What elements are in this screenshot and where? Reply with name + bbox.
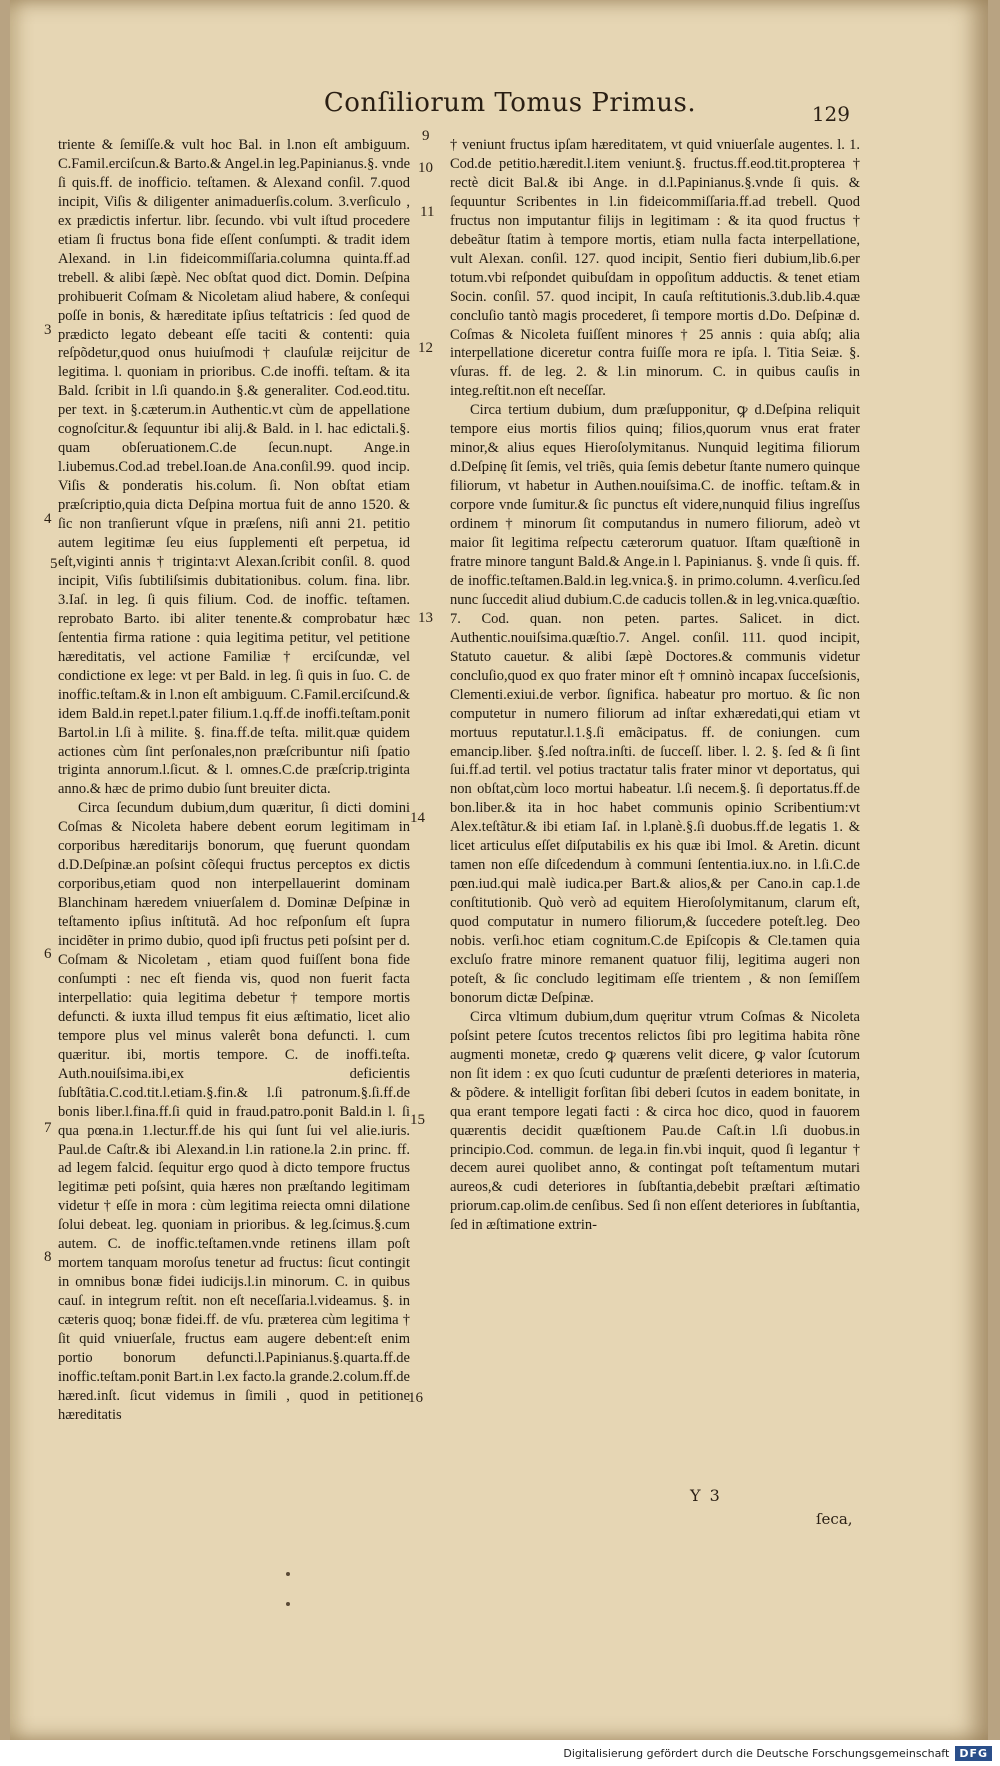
margin-number: 6: [44, 946, 52, 962]
margin-number: 15: [410, 1112, 425, 1128]
paper-speck: [286, 1602, 290, 1606]
paragraph: triente & ſemiſſe.& vult hoc Bal. in l.non eſt ambiguum. C.Famil.erciſcun.& Barto.& Angel.in leg.Papinianus.§. vnde ſi quis.ff. de inofficio. teſtamen. & Alexand conſil. 7.quod incipit, Viſis & diligenter animaduerſis.colum. 3.verſiculo , ex prædictis infertur. libr. ſecundo. vbi vult iſtud procedere etiam ſi fructus bona fide eſſent conſumpti. & tradit idem Alexand. in l.in fideicommiſſaria.columna quinta.ff.ad trebell. & alibi ſæpè. Nec obſtat quod dict. Domin. Deſpina prohibuerit Coſmam & Nicoletam aliud habere, & conſequi poſſe in bonis, & hæreditate ipſius teſtatricis : ſed quod de prædicto legato debeant eſſe taciti & contenti: quia reſpõdetur,quod onus huiuſmodi † clauſulæ reijcitur de legitima. l. quoniam in prioribus. C.de inoffi. teſtam. & ita Bald. ſcribit in l.ſi quando.in §.& generaliter. Cod.eod.titu. per text. in §.cæterum.in Authentic.vt cùm de appellatione cognoſcitur.& ſequuntur ibi alij.& Bald. in l. hac edictali.§. quam obſeruationem.C.de ſecun.nupt. Ange.in l.iubemus.Cod.ad trebel.Ioan.de Ana.conſil.99. quod incip. Viſis & ponderatis his.colum. ſi. Non obſtat etiam præſcriptio,quia dicta Deſpina mortua fuit de anno 1520. & ſic non tranſierunt vſque in præſens, niſi anni 21. petitio autem legitimæ ſeu eius ſupplementi eſt perpetua, id eſt,viginti annis † triginta:vt Alexan.ſcribit conſil. 8. quod incipit, Viſis ſubtiliſsimis dubitationibus. colum. fina. libr. 3.Iaſ. in leg. ſi quis filium. Cod. de inoffic. teſtamen. reprobato Barto. ibi aliter tenente.& comprobatur hæc ſententia firma ratione : quia legitima petitur, vel petitione hæreditatis, vel actione Familiæ † erciſcundæ, vel condictione ex lege: vt per Bald. in leg. ſi quis in ſuo. C. de inoffic.teſtam.& in l.non eſt ambiguum. C.Famil.erciſcund.& idem Bald.in repet.l.pater filium.1.q.ff.de inoffi.teſtam.ponit Bartol.in l.ſi à milite. §. fina.ff.de teſta. milit.quæ quidem actiones cùm ſint perſonales,non præſcribuntur niſi ſpatio triginta annorum.l.ſicut. & l. omnes.C.de præſcrip.triginta anno.& hæc de primo dubio ſunt breuiter dicta.: [58, 137, 410, 798]
signature-mark: Y 3: [690, 1486, 722, 1505]
margin-number: 4: [44, 511, 52, 527]
dfg-logo-icon: DFG: [955, 1746, 992, 1761]
margin-number: 13: [418, 610, 433, 626]
margin-number: 10: [418, 160, 433, 176]
page-number: 129: [811, 102, 850, 126]
paragraph: Circa vltimum dubium,dum quęritur vtrum Coſmas & Nicoleta poſsint petere ſcutos trecentos relictos ſibi pro legitima habita rõne augmenti monetæ, credo ꝙ quærens velit dicere, ꝙ valor ſcutorum non ſit idem : ex quo ſcuti cuduntur de præſenti deteriores in materia, & põdere. & intelligit forſitan ſibi deberi ſcutos in eadem bonitate, in qua erant tempore legati facti : & circa hoc dico, quod in fauorem quærentis decidit quæſtionem Pau.de Caſt.in l.ſi duobus.in principio.Cod. commun. de lega.in fin.vbi inquit, quod ſi legantur † decem aurei quolibet anno, & contingat poſt teſtamentum mutari aureos,& cudi deteriores in ſubſtantia,debebit præſtari æſtimatio priorum.cap.olim.de cenſibus. Sed ſi non eſſent deteriores in ſubſtantia, ſed in æſtimatione extrin-: [450, 1008, 860, 1234]
margin-number: 9: [422, 128, 430, 144]
paragraph: Circa tertium dubium, dum præſupponitur, ꝙ d.Deſpina reliquit tempore eius mortis filios quinq; filios,quorum vnus erat frater minor,& alius eques Hieroſolymitanus. Nunquid legitima filiorum d.Deſpinę ſit ſemis, vel triẽs, quia ſemis debetur ſtante numero quinque filiorum, vt habetur in Authen.nouiſsima.C. de inoffic. teſtam.& in corpore vnde ſumitur.& ſic punctus eſt videre,nunquid filius ingreſſus ordinem † minorum ſit computandus in numero filiorum, adeò vt maior ſit legitima reſpectu cæterorum quatuor. Iſtam quæſtionẽ in fratre minore tangunt Bald.& Ange.in l. Papinianus. §. vnde ſi quis. ff. de inoffic.teſtamen.Bald.in leg.vnica.§. in primo.column. 4.verſicu.ſed nunc ſuccedit aliud dubium.C.de caducis tollen.& in leg.vnica.quæſtio. 7. Cod. quan. non peten. partes. Salicet. in dict. Authentic.nouiſsima.quæſtio.7. Angel. conſil. 111. quod incipit, Statuto cauetur. & alibi ſæpè Doctores.& communis videtur concluſio,quod ex quo frater minor eſt † omninò incapax ſucceſsionis, Clementi.exiui.de verbor. ſignifica. habeatur pro mortuo. & ſic non computetur in numero filiorum ad inſtar exhæredati,qui etiam vt mortuus reputatur.l.1.§.ſi emãcipatus. ff. de coniungen. cum emancip.liber. §.ſed noſtra.inſti. de ſucceſſ. liber. l. 2. §. ſed & ſi ſint ſui.ff.ad tertil. vel potius tractatur talis frater minor vt deportatus, qui non obſtat,cùm loco mortui habeatur. l.ſi necem.§. ſi deportatus.ff.de bon.liber.& ita in hoc habet communis opinio Scribentium:vt Alex.teſtãtur.& ibi etiam Iaſ. in l.planè.§.ſi duobus.ff.de legatis 1. & licet articulus eſſet diſputabilis ex his quæ ibi Imol. & Aretin. dicunt tamen non eſſe diſcedendum à communi ſententia.iux.no. in l.ſi.C.de pœn.iud.qui malè iudica.per Bart.& alios,& per Cano.in cap.1.de conſtitutionib. Quò verò ad equitem Hieroſolymitanum, clarum eſt, quod computatur in numero filiorum,& ſuccedere poteſt.leg. Deo nobis. verſi.hoc etiam cognitum.C.de Epiſcopis & Cle.tamen quia excluſo fratre minore remanent quatuor filij, legitima augeri non poteſt, & ſic concludo legitimam eſſe trientem , & non ſemiſſem bonorum dictæ Deſpinæ.: [450, 402, 860, 1006]
margin-number: 3: [44, 322, 52, 338]
margin-number: 16: [408, 1390, 423, 1406]
digitization-credit-bar: [0, 1740, 1000, 1766]
credit-text: Digitalisierung gefördert durch die Deutsche Forschungsgemeinschaft: [563, 1746, 950, 1760]
paper-speck: [286, 1572, 290, 1576]
margin-number: 14: [410, 810, 425, 826]
book-page: [10, 0, 988, 1740]
catchword: ſeca,: [816, 1510, 853, 1528]
margin-number: 12: [418, 340, 433, 356]
margin-number: 11: [420, 204, 435, 220]
right-text-column: [450, 136, 860, 1235]
paragraph: † veniunt fructus ipſam hæreditatem, vt quid vniuerſale augentes. l. 1. Cod.de petitio.hæredit.l.item veniunt.§. fructus.ff.eod.tit.propterea † rectè dicit Bal.& ibi Ange. in d.l.Papinianus.§.vnde ſi quis. & ſequuntur Scribentes in l.in fideicommiſſaria.ff.ad trebell. Quod fructus non imputantur filijs in legitimam : & ita quod fructus † debeãtur ſtatim à tempore mortis, etiam nulla facta interpellatione, vult Alexan. conſil. 127. quod incipit, Sentio fieri dubium,lib.6.per totum.vbi reſpondet quibuſdam in oppoſitum adductis. & tenet etiam Socin. conſil. 57. quod incipit, In cauſa reſtitutionis.3.dub.lib.4.quæ concluſio tantò magis procederet, ſi tempore mortis d.Do. Deſpinæ d. Coſmas & Nicoleta fuiſſent minores † 25 annis : quia abſq; alia interpellatione diceretur contra fuiſſe mora re ipſa. l. Titia Seiæ. §. vſuras. ff. de leg. 2. & l.in minorum. C. in quibus cauſis in integ.reſtit.non eſt neceſſar.: [450, 137, 860, 400]
running-title: Conſiliorum Tomus Primus.: [323, 88, 697, 118]
margin-number: 8: [44, 1249, 52, 1265]
margin-number: 5: [50, 556, 58, 572]
left-text-column: [58, 136, 410, 1425]
margin-number: 7: [44, 1120, 52, 1136]
paragraph: Circa ſecundum dubium,dum quæritur, ſi dicti domini Coſmas & Nicoleta habere debent eorum legitimam in corporibus hæreditarijs bonorum, quę fuerunt quondam d.D.Deſpinæ.an poſsint cõſequi fructus perceptos ex dictis corporibus,etiam quod non interpellauerint dominam Blanchinam hæredem vniuerſalem d. Dominæ Deſpinæ in teſtamento ipſius inſtitutã. Ad hoc reſponſum eſt ſupra incidẽter in primo dubio, quod ipſi fructus peti poſsint per d. Coſmam & Nicoletam , etiam quod fuiſſent bona fide conſumpti : nec eſt fienda vis, quod non fuerit facta interpellatio: quia legitima debetur † tempore mortis defuncti. & iuxta illud tempus fit eius æſtimatio, licet alio tempore plus vel minus valerêt bona defuncti. l. cum quæritur. ibi, mortis tempore. C. de inoffi.teſta. Auth.nouiſsima.ibi,ex deficientis ſubſtãtia.C.cod.tit.l.etiam.§.fin.& l.ſi patronum.§.ſi.ff.de bonis liber.l.fina.ff.ſi quid in fraud.patro.ponit Bald.in l. ſi qua pœna.in 1.lectur.ff.de his qui ſunt ſui vel alie.iuris. Paul.de Caſtr.& ibi Alexand.in l.in ratione.la 2.in princ. ff. ad legem falcid. ſequitur ergo quod à dicto tempore fructus legitimæ peti poſsint, quia hæres non præſtando legitimam videtur † eſſe in mora : cùm legitima reiecta omni dilatione ſolui debeat. leg. quoniam in prioribus. & leg.ſcimus.§.cum autem. C. de inoffic.teſtamen.vnde retinens illam poſt mortem tanquam moroſus tenetur ad fructus: ſicut contingit in omnibus bonæ fidei iudicijs.l.in minorum. C. in quibus cauſ. in integrum reſtit. non eſt neceſſaria.l.videamus. §. in cæteris quoq; bonæ fidei.ff. de vſu. præterea cùm legitima † ſit quid vniuerſale, fructus eam augere debent:eſt enim portio bonorum defuncti.l.Papinianus.§.quarta.ff.de inoffic.teſtam.ponit Bart.in l.ex facto.la grande.2.colum.ff.de hæred.inſt. ſicut videmus in ſimili , quod in petitione hæreditatis: [58, 800, 410, 1423]
